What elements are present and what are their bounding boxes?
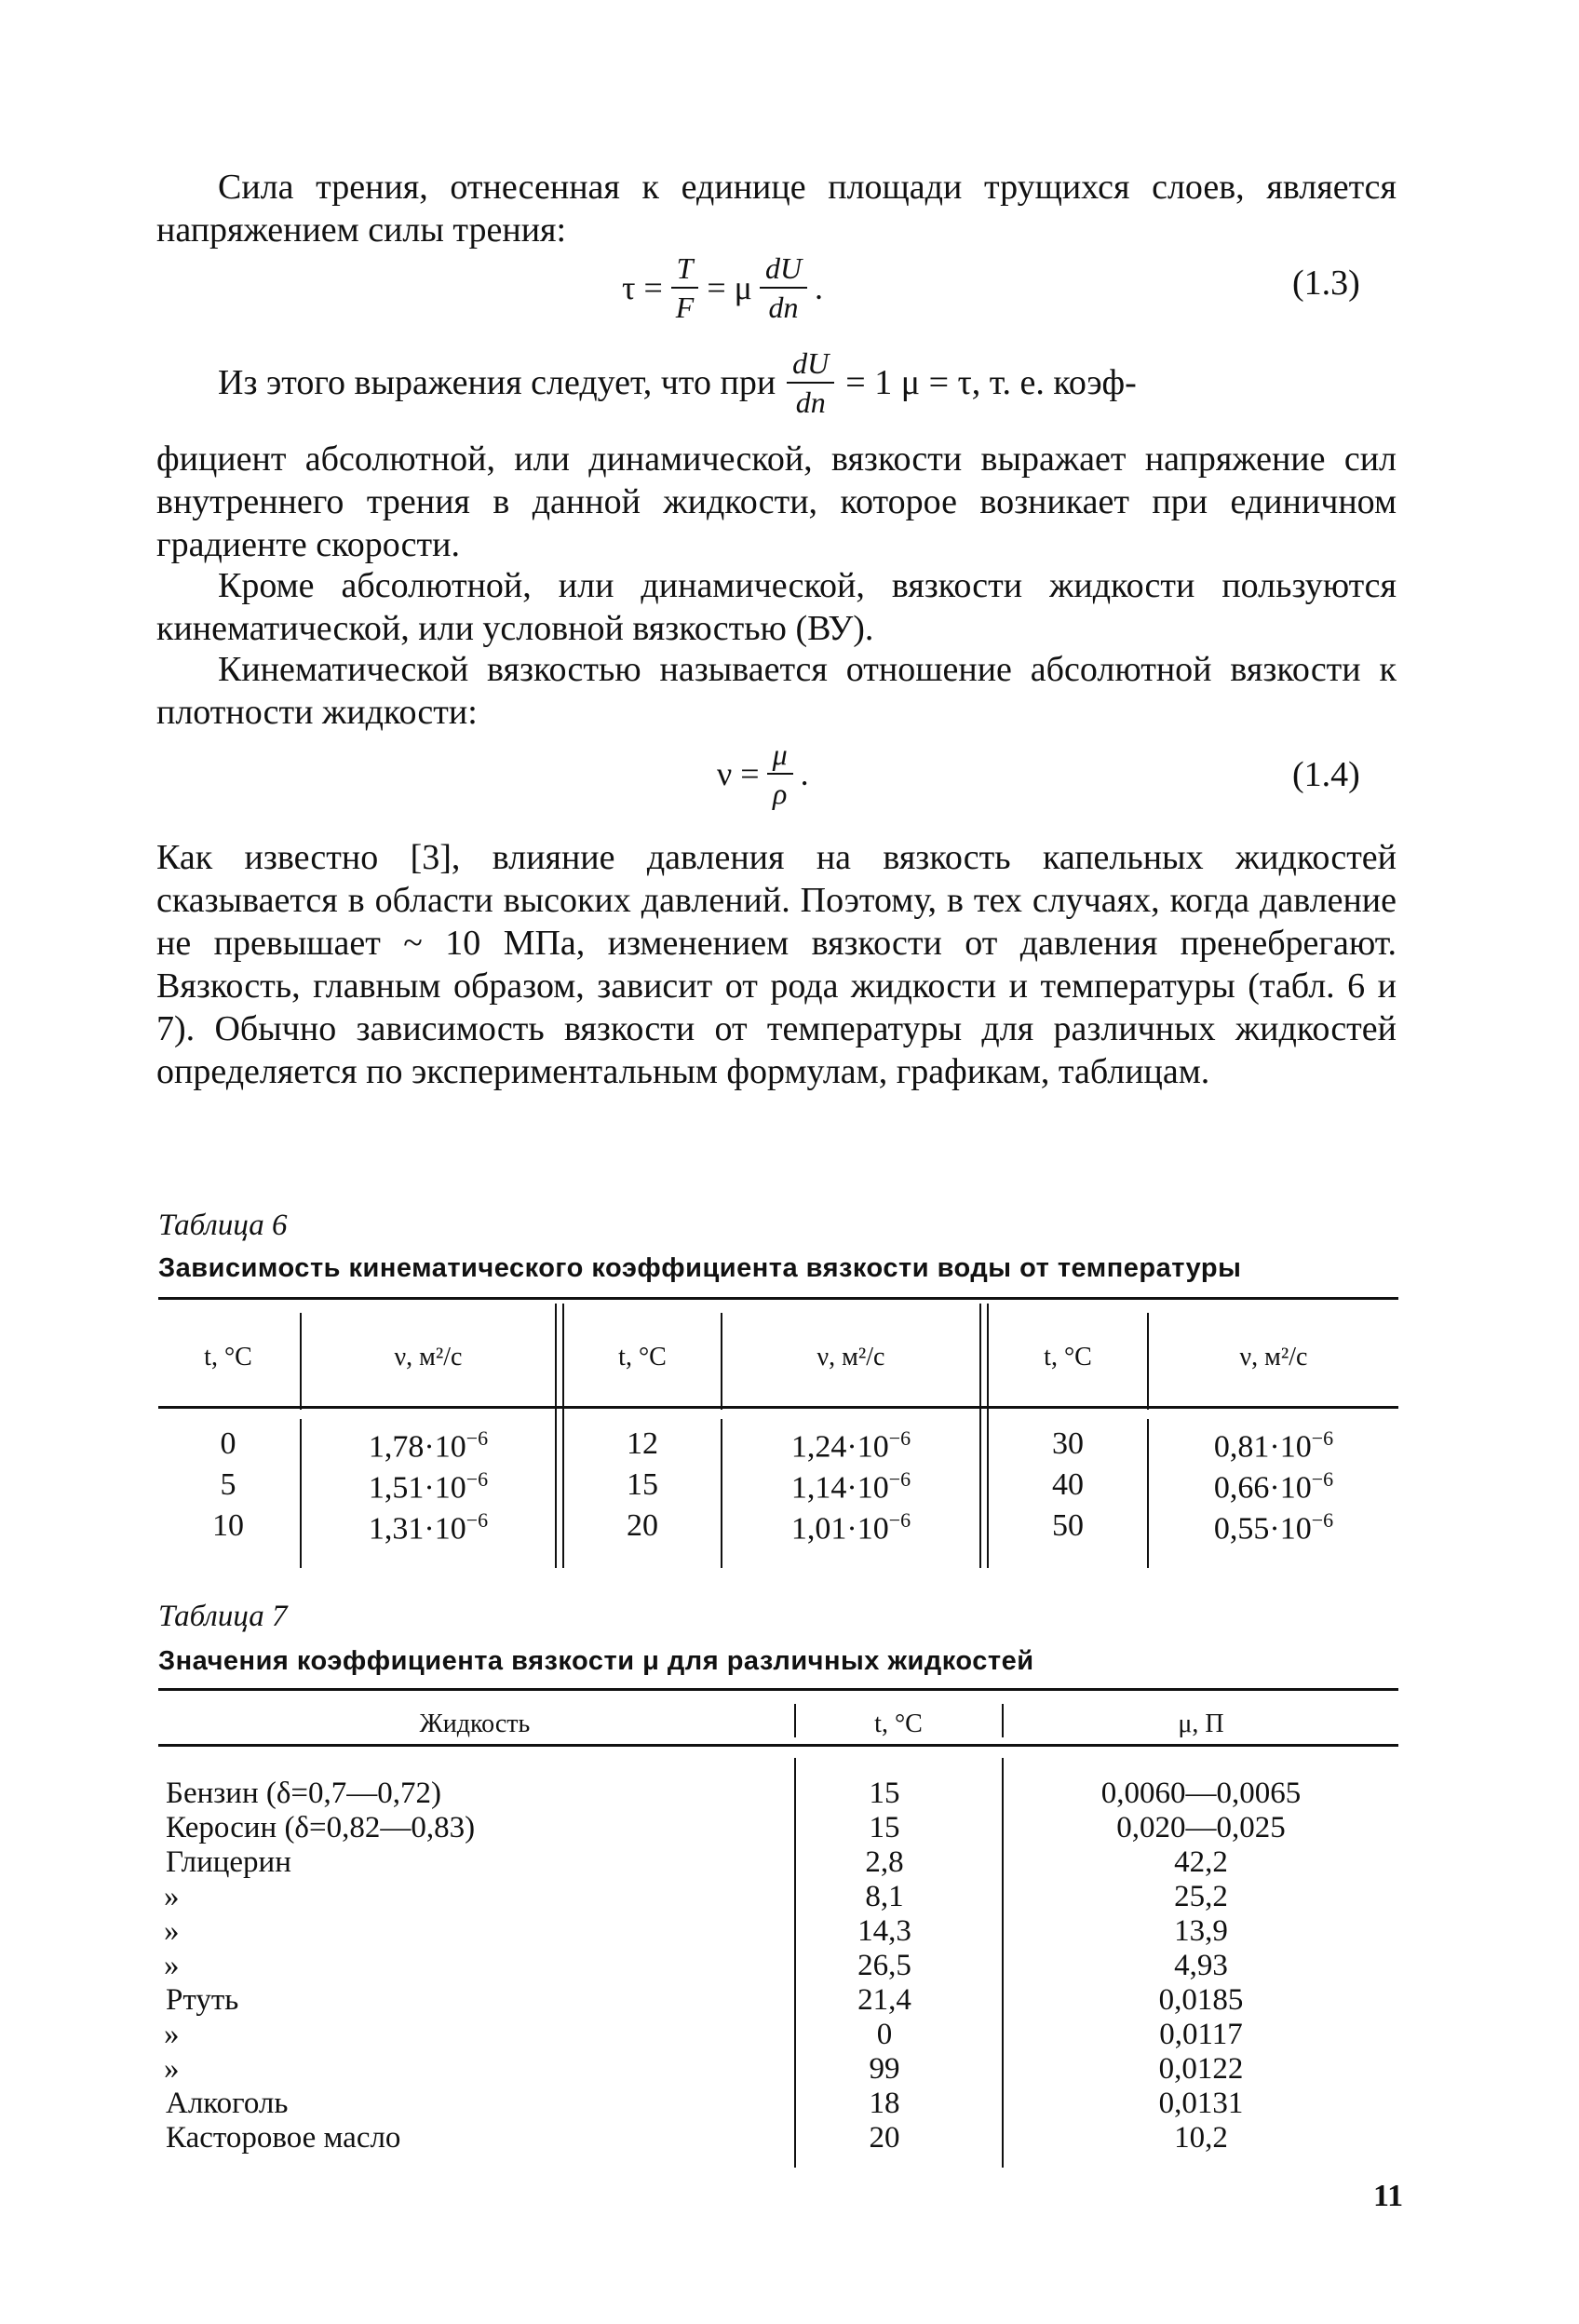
table-7-cell-t: 14,3 <box>857 1914 911 1948</box>
fraction-denominator: ρ <box>772 777 788 810</box>
nu-exponent: −6 <box>888 1508 911 1532</box>
table-6-cell-nu <box>302 1426 555 1465</box>
table-6-title: Зависимость кинематического коэффициента вязкости воды от температуры <box>158 1253 1242 1283</box>
table-6-double-divider <box>979 1304 981 1568</box>
table-7-cell-liquid: » <box>164 2018 180 2051</box>
page-number: 11 <box>1373 2179 1404 2213</box>
table-7-cell-mu: 10,2 <box>1174 2121 1228 2155</box>
nu-exponent: −6 <box>466 1508 489 1532</box>
fraction-numerator: T <box>671 250 699 289</box>
table-7-cell-t: 26,5 <box>857 1949 911 1982</box>
formula-1-4-lhs: ν = <box>717 755 760 792</box>
table-6-cell-nu <box>1149 1426 1398 1465</box>
table-6-cell-nu <box>722 1426 979 1465</box>
table-6-cell-nu <box>1149 1508 1398 1547</box>
fraction-T-over-F <box>670 250 700 326</box>
table-7-cell-mu: 0,0060—0,0065 <box>1100 1777 1302 1810</box>
table-6-header-nu: ν, м²/с <box>394 1343 463 1371</box>
table-7-cell-liquid: Бензин (δ=0,7—0,72) <box>166 1777 442 1810</box>
table-7-header-mu: μ, П <box>1178 1709 1224 1738</box>
table-6-cell-t: 5 <box>220 1467 236 1502</box>
table-6-cell-t: 50 <box>1052 1508 1084 1543</box>
nu-exponent: −6 <box>888 1426 911 1450</box>
table-7-cell-liquid: » <box>164 1949 180 1982</box>
formula-1-3-end: . <box>815 269 824 306</box>
paragraph-kinematic-definition: Кинематической вязкостью называется отношение абсолютной вязкости к плотности жидкости: <box>156 650 1397 732</box>
table-7-cell-t: 0 <box>876 2018 893 2051</box>
nu-mantissa: 1,24·10 <box>790 1429 889 1465</box>
nu-exponent: −6 <box>466 1426 489 1450</box>
table-7-cell-t: 15 <box>869 1811 900 1844</box>
fraction-numerator: μ <box>767 736 793 775</box>
nu-mantissa: 1,78·10 <box>368 1429 466 1465</box>
nu-exponent: −6 <box>1311 1426 1334 1450</box>
table-6-cell-t: 20 <box>627 1508 658 1543</box>
table-6-cell-t: 30 <box>1052 1426 1084 1461</box>
nu-mantissa: 1,01·10 <box>790 1511 889 1547</box>
nu-mantissa: 1,14·10 <box>790 1470 889 1506</box>
table-7-cell-liquid: » <box>164 2052 180 2086</box>
paragraph-kinematic-intro: Кроме абсолютной, или динамической, вязкости жидкости пользуются кинематической, или условной вязкостью (ВУ). <box>156 566 1397 648</box>
paragraph-friction-stress: Сила трения, отнесенная к единице площади трущихся слоев, является напряжением силы трения: <box>156 168 1397 250</box>
table-7-cell-mu: 0,020—0,025 <box>1116 1811 1286 1844</box>
nu-exponent: −6 <box>888 1467 911 1491</box>
table-6-caption: Таблица 6 <box>158 1209 288 1242</box>
table-6-cell-nu <box>722 1508 979 1547</box>
table-6-top-rule <box>158 1297 1398 1300</box>
table-7-cell-liquid: Ртуть <box>166 1983 239 2017</box>
table-7-cell-t: 8,1 <box>865 1880 904 1913</box>
table-6-cell-nu <box>302 1508 555 1547</box>
fraction-denominator: F <box>675 290 695 324</box>
table-7-cell-t: 2,8 <box>865 1845 904 1879</box>
nu-exponent: −6 <box>1311 1508 1334 1532</box>
table-7-top-rule <box>158 1688 1398 1691</box>
nu-exponent: −6 <box>1311 1467 1334 1491</box>
table-7-header-rule <box>158 1744 1398 1747</box>
table-6-header-t: t, °С <box>204 1343 252 1371</box>
table-7-header-liquid: Жидкость <box>419 1709 531 1738</box>
table-7-cell-mu: 13,9 <box>1174 1914 1228 1948</box>
nu-mantissa: 1,51·10 <box>368 1470 466 1506</box>
table-6-cell-t: 40 <box>1052 1467 1084 1502</box>
paragraph-derivation-rest: фициент абсолютной, или динамической, вязкости выражает напряжение сил внутреннего трения в данной жидкости, которое возникает при единичном градиенте скорости. <box>156 439 1397 564</box>
formula-1-3-mid: = μ <box>707 269 752 306</box>
fraction-numerator: dU <box>787 345 834 384</box>
table-6-cell-t: 15 <box>627 1467 658 1502</box>
table-6-cell-t: 0 <box>220 1426 236 1461</box>
equation-number-1-3: (1.3) <box>1292 263 1360 303</box>
table-6-cell-nu <box>302 1467 555 1506</box>
equation-number-1-4: (1.4) <box>1292 755 1360 794</box>
table-7-cell-liquid: » <box>164 1914 180 1948</box>
table-7-cell-liquid: Касторовое масло <box>166 2121 401 2155</box>
table-7-cell-t: 21,4 <box>857 1983 911 2017</box>
fraction-denominator: dn <box>768 290 799 324</box>
table-6-cell-t: 10 <box>212 1508 244 1543</box>
nu-mantissa: 0,81·10 <box>1213 1429 1312 1465</box>
nu-mantissa: 1,31·10 <box>368 1511 466 1547</box>
table-7-cell-t: 20 <box>869 2121 900 2155</box>
table-6-header-t: t, °С <box>1044 1343 1092 1371</box>
table-7-cell-t: 18 <box>869 2087 900 2120</box>
table-6-header-rule <box>158 1406 1398 1409</box>
table-7-cell-mu: 0,0122 <box>1158 2052 1244 2086</box>
table-6-cell-nu <box>722 1467 979 1506</box>
formula-1-4 <box>717 736 809 812</box>
nu-mantissa: 0,55·10 <box>1213 1511 1312 1547</box>
nu-mantissa: 0,66·10 <box>1213 1470 1312 1506</box>
table-7-cell-t: 15 <box>869 1777 900 1810</box>
table-6-header-t: t, °С <box>618 1343 667 1371</box>
paragraph-derivation-start: Из этого выражения следует, что при <box>218 363 776 402</box>
table-6-cell-nu <box>1149 1467 1398 1506</box>
fraction-numerator: dU <box>760 250 807 289</box>
table-7-cell-liquid: » <box>164 1880 180 1913</box>
paragraph-pressure-influence: Как известно [3], влияние давления на вязкость капельных жидкостей сказывается в области высоких давлений. Поэтому, в тех случаях, когда давление не превышает ~ 10 МПа, изменением вязкости от давления пренебрегают. Вязкость, главным образом, зависит от рода жидкости и температуры (табл. 6 и 7). Обычно зависимость вязкости от температуры для различных жидкостей определяется по экспериментальным формулам, графикам, таблицам. <box>156 838 1397 1091</box>
table-7-caption: Таблица 7 <box>158 1600 288 1633</box>
table-7-cell-mu: 0,0185 <box>1158 1983 1244 2017</box>
table-6-header-nu: ν, м²/с <box>1239 1343 1308 1371</box>
paragraph-derivation-line <box>156 345 1397 421</box>
fraction-denominator: dn <box>795 385 826 419</box>
table-7-cell-mu: 0,0131 <box>1158 2087 1244 2120</box>
fraction-dU-over-dn <box>760 250 807 326</box>
table-7-cell-mu: 0,0117 <box>1159 2018 1243 2051</box>
table-7-cell-mu: 25,2 <box>1174 1880 1228 1913</box>
formula-1-4-end: . <box>800 755 809 792</box>
formula-1-3-lhs: τ = <box>622 269 663 306</box>
table-7-cell-liquid: Алкоголь <box>166 2087 289 2120</box>
table-7-header-t: t, °С <box>874 1709 923 1738</box>
table-7-cell-mu: 4,93 <box>1174 1949 1228 1982</box>
formula-1-3 <box>622 250 823 326</box>
paragraph-derivation-after: = 1 μ = τ, т. е. коэф- <box>845 363 1137 402</box>
table-7-cell-liquid: Керосин (δ=0,82—0,83) <box>166 1811 476 1844</box>
table-6-cell-t: 12 <box>627 1426 658 1461</box>
fraction-mu-over-rho <box>767 736 793 812</box>
table-7-cell-mu: 42,2 <box>1174 1845 1228 1879</box>
table-6-double-divider <box>555 1304 557 1568</box>
table-7-title: Значения коэффициента вязкости μ для различных жидкостей <box>158 1646 1034 1676</box>
table-7-cell-t: 99 <box>869 2052 900 2086</box>
table-7-cell-liquid: Глицерин <box>166 1845 291 1879</box>
table-6-header-nu: ν, м²/с <box>816 1343 885 1371</box>
nu-exponent: −6 <box>466 1467 489 1491</box>
inline-fraction-dU-dn <box>787 345 834 421</box>
